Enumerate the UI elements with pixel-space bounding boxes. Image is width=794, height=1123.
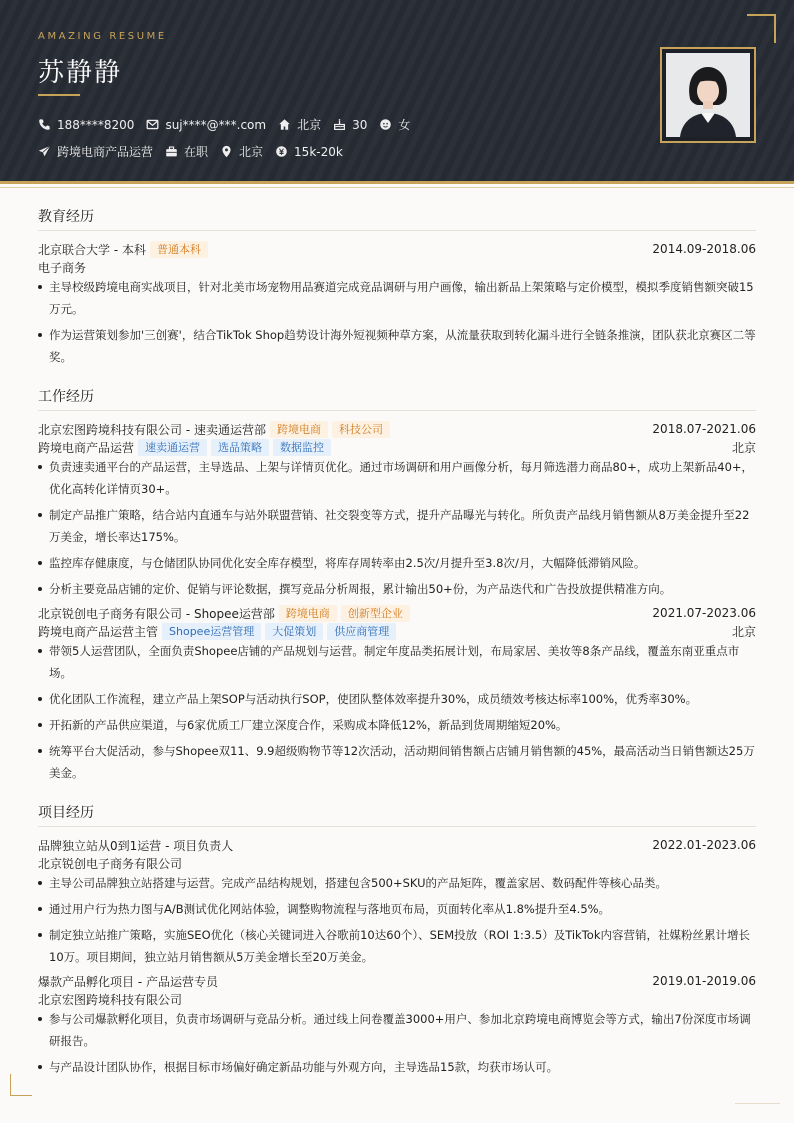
phone-item — [38, 118, 134, 132]
project-entry — [38, 836, 756, 968]
salary-item — [275, 145, 343, 159]
school-type-tag: 普通本科 — [150, 241, 208, 258]
skill-tag: 大促策划 — [265, 623, 323, 640]
hometown-item — [278, 116, 321, 133]
cake-icon — [333, 118, 346, 131]
major-name: 电子商务 — [38, 260, 87, 275]
location-pin-icon — [220, 145, 233, 158]
list-item: 主导校级跨境电商实战项目，针对北美市场宠物用品赛道完成竞品调研与用户画像，输出新品上架策略与定价模型，模拟季度销售额突破15万元。 — [38, 276, 756, 320]
project-name: 品牌独立站从0到1运营 - 项目负责人 — [38, 838, 234, 853]
work-city: 北京 — [731, 440, 756, 455]
phone-icon — [38, 118, 51, 131]
project-entry — [38, 972, 756, 1078]
list-item: 与产品设计团队协作，根据目标市场偏好确定新品功能与外观方向，主导选品15款，均获市场认可。 — [38, 1056, 756, 1078]
company-tag: 跨境电商 — [270, 421, 328, 438]
work-city: 北京 — [731, 624, 756, 639]
list-item: 主导公司品牌独立站搭建与运营。完成产品结构规划，搭建包含500+SKU的产品矩阵，覆盖家居、数码配件等核心品类。 — [38, 872, 756, 894]
list-item: 制定产品推广策略，结合站内直通车与站外联盟营销、社交裂变等方式，提升产品曝光与转化。所负责产品线月销售额从8万美金提升至22万美金，增长率达175%。 — [38, 504, 756, 548]
gender-text: 女 — [398, 118, 411, 132]
email-text: suj****@***.com — [165, 117, 267, 132]
job-status-item — [165, 143, 208, 160]
corner-ornament-bottom-right — [735, 1103, 780, 1104]
resume-body — [38, 206, 756, 1096]
project-org: 北京锐创电子商务有限公司 — [38, 856, 183, 871]
resume-tagline: AMAZING RESUME — [38, 31, 167, 42]
list-item: 优化团队工作流程，建立产品上架SOP与活动执行SOP，使团队整体效率提升30%，成员绩效考核达标率100%，优秀率30%。 — [38, 688, 756, 710]
company-name: 北京锐创电子商务有限公司 - Shopee运营部 — [38, 606, 275, 621]
contact-info-row — [38, 116, 422, 133]
list-item: 参与公司爆款孵化项目，负责市场调研与竞品分析。通过线上问卷覆盖3000+用户、参加北京跨境电商博览会等方式，输出7份深度市场调研报告。 — [38, 1008, 756, 1052]
list-item: 分析主要竞品店铺的定价、促销与评论数据，撰写竞品分析周报，累计输出50+份，为产品迭代和广告投放提供精准方向。 — [38, 578, 756, 600]
skill-tag: 数据监控 — [273, 439, 331, 456]
target-position-item — [38, 143, 153, 160]
education-period: 2014.09-2018.06 — [652, 242, 756, 256]
list-item: 开拓新的产品供应渠道，与6家优质工厂建立深度合作，采购成本降低12%，新品到货周期缩短20%。 — [38, 714, 756, 736]
project-org: 北京宏图跨境科技有限公司 — [38, 992, 183, 1007]
list-item: 负责速卖通平台的产品运营，主导选品、上架与详情页优化。通过市场调研和用户画像分析，每月筛选潜力商品80+，成功上架新品40+，优化高转化详情页30+。 — [38, 456, 756, 500]
skill-tag: 选品策略 — [211, 439, 269, 456]
job-role: 跨境电商产品运营 — [38, 440, 135, 455]
send-icon — [38, 145, 51, 158]
work-period: 2021.07-2023.06 — [652, 606, 756, 620]
name-underline — [38, 94, 80, 96]
work-entry — [38, 604, 756, 784]
gender-icon — [379, 118, 392, 131]
list-item: 制定独立站推广策略，实施SEO优化（核心关键词进入谷歌前10达60个）、SEM投放（ROI 1:3.5）及TikTok内容营销，社媒粉丝累计增长10万。项目期间，独立站月销售额从5万美金增长至20万美金。 — [38, 924, 756, 968]
skill-tag: 供应商管理 — [327, 623, 396, 640]
job-role: 跨境电商产品运营主管 — [38, 624, 159, 639]
education-bullets — [38, 276, 756, 368]
candidate-name: 苏静静 — [38, 58, 123, 88]
project-period: 2022.01-2023.06 — [652, 838, 756, 852]
money-icon — [275, 145, 288, 158]
section-title-work: 工作经历 — [38, 386, 756, 411]
job-status-text: 在职 — [184, 145, 209, 159]
education-entry — [38, 240, 756, 368]
work-period: 2018.07-2021.06 — [652, 422, 756, 436]
target-city-text: 北京 — [239, 145, 264, 159]
home-icon — [278, 118, 291, 131]
work-bullets — [38, 640, 756, 784]
skill-tag: 速卖通运营 — [138, 439, 207, 456]
company-tag: 创新型企业 — [341, 605, 410, 622]
company-tag: 跨境电商 — [279, 605, 337, 622]
gender-item — [379, 116, 410, 133]
list-item: 带领5人运营团队，全面负责Shopee店铺的产品规划与运营。制定年度品类拓展计划，布局家居、美妆等8条产品线，覆盖东南亚重点市场。 — [38, 640, 756, 684]
target-city-item — [220, 143, 263, 160]
school-name: 北京联合大学 - 本科 — [38, 242, 146, 257]
corner-ornament-bottom-left — [10, 1074, 32, 1096]
phone-text: 188****8200 — [57, 117, 135, 132]
email-item — [146, 118, 266, 132]
section-title-education: 教育经历 — [38, 206, 756, 231]
education-section — [38, 206, 756, 368]
briefcase-icon — [165, 145, 178, 158]
list-item: 统筹平台大促活动，参与Shopee双11、9.9超级购物节等12次活动，活动期间销售额占店铺月销售额的45%，最高活动当日销售额达25万美金。 — [38, 740, 756, 784]
header-divider — [0, 187, 794, 188]
salary-text: 15k-20k — [294, 144, 343, 159]
work-entry — [38, 420, 756, 600]
target-position-text: 跨境电商产品运营 — [57, 145, 154, 159]
company-tag: 科技公司 — [332, 421, 390, 438]
age-item — [333, 118, 367, 132]
section-title-projects: 项目经历 — [38, 802, 756, 827]
profile-photo — [666, 53, 750, 137]
mail-icon — [146, 118, 159, 131]
work-section — [38, 386, 756, 784]
corner-ornament-top-right — [747, 14, 776, 43]
list-item: 作为运营策划参加'三创赛'，结合TikTok Shop趋势设计海外短视频种草方案，从流量获取到转化漏斗进行全链条推演，团队获北京赛区二等奖。 — [38, 324, 756, 368]
job-intent-row — [38, 143, 355, 160]
projects-section — [38, 802, 756, 1078]
project-name: 爆款产品孵化项目 - 产品运营专员 — [38, 974, 218, 989]
list-item: 通过用户行为热力图与A/B测试优化网站体验，调整购物流程与落地页布局，页面转化率从1.8%提升至4.5%。 — [38, 898, 756, 920]
project-period: 2019.01-2019.06 — [652, 974, 756, 988]
work-bullets — [38, 456, 756, 600]
project-bullets — [38, 1008, 756, 1078]
skill-tag: Shopee运营管理 — [162, 623, 261, 640]
project-bullets — [38, 872, 756, 968]
list-item: 监控库存健康度，与仓储团队协同优化安全库存模型，将库存周转率由2.5次/月提升至3.8次/月，大幅降低滞销风险。 — [38, 552, 756, 574]
age-text: 30 — [352, 117, 368, 132]
company-name: 北京宏图跨境科技有限公司 - 速卖通运营部 — [38, 422, 266, 437]
profile-photo-frame — [660, 47, 756, 143]
hometown-text: 北京 — [297, 118, 322, 132]
